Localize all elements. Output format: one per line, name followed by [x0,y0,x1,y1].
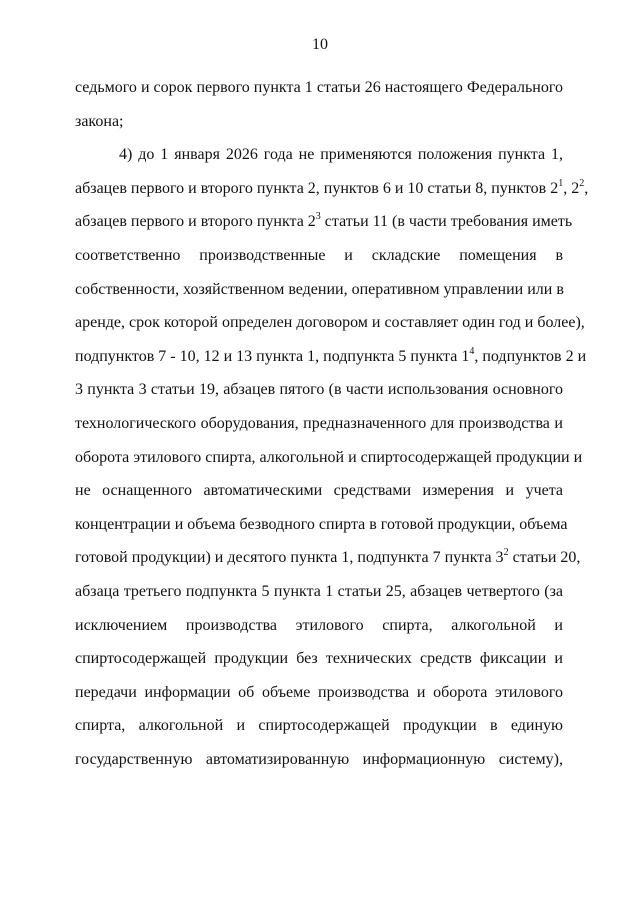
paragraph-start-line: 4) до 1 января 2026 года не применяются положения пункта 1, [119,146,563,164]
superscript: 1 [558,177,564,189]
text-line: абзацев первого и второго пункта 2, пунктов 6 и 10 статьи 8, пунктов $2^1$, $2^2$, [75,177,589,197]
text-line: оборота этилового спирта, алкогольной и спиртосодержащей продукции и [75,448,583,466]
text-line: концентрации и объема безводного спирта в готовой продукции, объема [75,515,568,533]
text-line: не оснащенного автоматическими средствами измерения и учета [75,482,563,500]
text-line: абзаца третьего подпункта 5 пункта 1 статьи 25, абзацев четвертого (за [75,582,563,600]
page-number: 10 [312,36,328,53]
text-line: закона; [75,112,124,130]
text-line: абзацев первого и второго пункта $2^3$ статьи 11 (в части требования иметь [75,211,573,231]
text-line: собственности, хозяйственном ведении, оперативном управлении или в [75,280,564,298]
text-line: спирта, алкогольной и спиртосодержащей продукции в единую [75,717,563,735]
superscript: 2 [579,177,585,189]
text-line: исключением производства этилового спирта, алкогольной и [75,616,563,634]
text-line: передачи информации об объеме производства и оборота этилового [75,683,563,701]
superscript: 4 [469,345,475,357]
text-line: седьмого и сорок первого пункта 1 статьи 26 настоящего Федерального [75,79,563,96]
text-line: готовой продукции) и десятого пункта 1, подпункта 7 пункта $3^2$ статьи 20, [75,547,581,567]
superscript: 3 [315,211,321,223]
text-line: государственную автоматизированную информационную систему), [75,750,563,768]
document-body [75,71,589,776]
text-line: подпунктов 7 - 10, 12 и 13 пункта 1, подпункта 5 пункта $1^4$, подпунктов 2 и [75,345,587,365]
text-line: соответственно производственные и складские помещения в [75,246,563,264]
superscript: 2 [503,547,509,559]
text-line: спиртосодержащей продукции без технических средств фиксации и [75,650,563,668]
text-line: 3 пункта 3 статьи 19, абзацев пятого (в части использования основного [75,381,563,399]
text-line: аренде, срок которой определен договором и составляет один год и более), [75,314,585,332]
text-line: технологического оборудования, предназначенного для производства и [75,414,563,432]
